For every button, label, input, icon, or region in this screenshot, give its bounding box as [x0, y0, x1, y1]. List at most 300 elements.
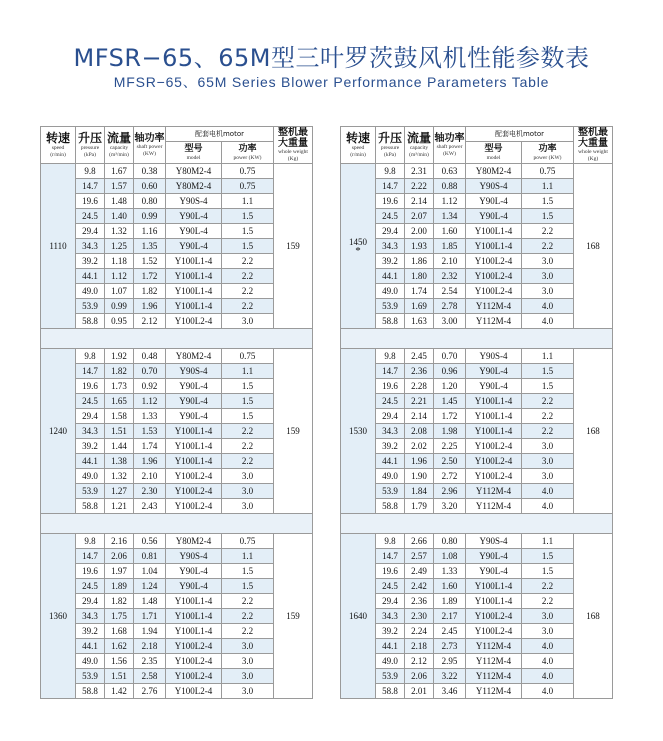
motor-model-cell: Y100L1-4 [466, 394, 522, 409]
table-row [41, 179, 313, 194]
motor-power-cell: 1.5 [222, 224, 274, 239]
motor-power-cell: 3.0 [222, 469, 274, 484]
shaft-power-cell: 3.00 [434, 314, 466, 329]
motor-model-cell: Y112M-4 [466, 484, 522, 499]
motor-power-cell: 3.0 [522, 454, 574, 469]
motor-model-cell: Y100L2-4 [466, 624, 522, 639]
pressure-cell: 58.8 [76, 314, 105, 329]
motor-power-cell: 2.2 [522, 239, 574, 254]
table-row [341, 424, 613, 439]
pressure-cell: 49.0 [76, 654, 105, 669]
shaft-power-cell: 1.96 [134, 299, 166, 314]
table-row [341, 639, 613, 654]
page-subtitle: MFSR−65、65M Series Blower Performance Parameters Table [113, 74, 550, 90]
motor-model-cell: Y100L2-4 [466, 454, 522, 469]
motor-power-cell: 0.75 [222, 179, 274, 194]
shaft-power-cell: 0.88 [434, 179, 466, 194]
table-row [341, 439, 613, 454]
pressure-cell: 44.1 [76, 269, 105, 284]
motor-power-cell: 2.2 [522, 579, 574, 594]
motor-power-cell: 1.5 [522, 564, 574, 579]
motor-power-cell: 4.0 [522, 684, 574, 699]
shaft-power-cell: 2.96 [434, 484, 466, 499]
shaft-power-cell: 2.76 [134, 684, 166, 699]
weight-cell: 159 [274, 534, 313, 699]
shaft-power-cell: 2.10 [434, 254, 466, 269]
motor-power-cell: 1.5 [522, 194, 574, 209]
motor-model-cell: Y90S-4 [466, 349, 522, 364]
weight-header: 整机最 大重量 whole weight (Kg) [274, 127, 313, 164]
motor-model-cell: Y100L1-4 [166, 254, 222, 269]
shaft-power-cell: 0.80 [434, 534, 466, 549]
motor-power-cell: 1.5 [522, 364, 574, 379]
pressure-cell: 34.3 [76, 424, 105, 439]
motor-power-cell: 3.0 [522, 269, 574, 284]
table-row [341, 564, 613, 579]
model-header: 型号 model [466, 142, 522, 164]
capacity-cell: 0.99 [105, 299, 134, 314]
motor-power-cell: 1.5 [222, 379, 274, 394]
motor-power-cell: 4.0 [522, 484, 574, 499]
motor-model-cell: Y100L1-4 [166, 609, 222, 624]
pressure-cell: 49.0 [376, 469, 405, 484]
pressure-cell: 49.0 [376, 654, 405, 669]
pressure-cell: 19.6 [376, 194, 405, 209]
pressure-cell: 39.2 [76, 439, 105, 454]
table-row [41, 624, 313, 639]
motor-model-cell: Y100L2-4 [466, 284, 522, 299]
pressure-cell: 29.4 [76, 224, 105, 239]
shaft-power-cell: 2.78 [434, 299, 466, 314]
capacity-cell: 0.95 [105, 314, 134, 329]
capacity-cell: 2.66 [405, 534, 434, 549]
motor-power-cell: 1.5 [222, 209, 274, 224]
capacity-cell: 1.69 [405, 299, 434, 314]
pressure-cell: 53.9 [76, 669, 105, 684]
motor-power-cell: 2.2 [222, 284, 274, 299]
motor-power-cell: 3.0 [222, 314, 274, 329]
pressure-cell: 29.4 [376, 409, 405, 424]
pressure-cell: 39.2 [76, 624, 105, 639]
motor-power-cell: 3.0 [522, 254, 574, 269]
motor-power-cell: 1.5 [222, 239, 274, 254]
table-row [41, 454, 313, 469]
table-row [341, 409, 613, 424]
table-row [341, 284, 613, 299]
motor-model-cell: Y100L1-4 [466, 594, 522, 609]
shaft-power-cell: 3.20 [434, 499, 466, 514]
shaft-power-cell: 1.12 [134, 394, 166, 409]
motor-power-cell: 3.0 [522, 439, 574, 454]
capacity-cell: 2.28 [405, 379, 434, 394]
table-row [341, 239, 613, 254]
pressure-cell: 58.8 [376, 499, 405, 514]
pressure-cell: 49.0 [376, 284, 405, 299]
motor-power-cell: 1.5 [222, 564, 274, 579]
pressure-cell: 9.8 [76, 349, 105, 364]
shaft-power-cell: 1.60 [434, 579, 466, 594]
motor-power-cell: 2.2 [222, 299, 274, 314]
table-row [41, 254, 313, 269]
pressure-cell: 58.8 [76, 684, 105, 699]
pressure-cell: 58.8 [76, 499, 105, 514]
motor-power-cell: 2.2 [522, 394, 574, 409]
shaft-power-cell: 1.72 [434, 409, 466, 424]
table-row [341, 209, 613, 224]
motor-power-cell: 2.2 [222, 454, 274, 469]
capacity-cell: 2.08 [405, 424, 434, 439]
motor-model-cell: Y100L1-4 [466, 579, 522, 594]
table-row [41, 579, 313, 594]
shaft-power-cell: 0.70 [134, 364, 166, 379]
pressure-cell: 19.6 [376, 564, 405, 579]
pressure-cell: 14.7 [376, 364, 405, 379]
pressure-cell: 14.7 [76, 549, 105, 564]
motor-power-cell: 3.0 [222, 654, 274, 669]
table-row [41, 439, 313, 454]
motor-model-cell: Y90L-4 [466, 564, 522, 579]
shaft-power-cell: 3.46 [434, 684, 466, 699]
shaft-power-cell: 0.60 [134, 179, 166, 194]
speed-cell: 1110 [41, 164, 76, 329]
motor-power-cell: 1.5 [522, 209, 574, 224]
motor-power-cell: 1.5 [222, 409, 274, 424]
capacity-cell: 2.16 [105, 534, 134, 549]
motor-model-cell: Y90L-4 [166, 394, 222, 409]
table-row [341, 379, 613, 394]
motor-model-cell: Y112M-4 [466, 639, 522, 654]
capacity-cell: 2.24 [405, 624, 434, 639]
shaft-power-cell: 1.12 [434, 194, 466, 209]
capacity-cell: 1.32 [105, 469, 134, 484]
motor-model-cell: Y100L2-4 [166, 484, 222, 499]
capacity-cell: 2.02 [405, 439, 434, 454]
motor-model-cell: Y90L-4 [166, 209, 222, 224]
table-row [341, 534, 613, 549]
power-header: 功率 power (KW) [222, 142, 274, 164]
capacity-cell: 1.58 [105, 409, 134, 424]
weight-header: 整机最 大重量 whole weight (Kg) [574, 127, 613, 164]
shaft-power-header: 轴功率 shaft power (KW) [134, 127, 166, 164]
motor-model-cell: Y90L-4 [166, 224, 222, 239]
shaft-power-cell: 1.96 [134, 454, 166, 469]
pressure-cell: 34.3 [76, 239, 105, 254]
table-row [41, 594, 313, 609]
shaft-power-cell: 1.85 [434, 239, 466, 254]
shaft-power-cell: 1.45 [434, 394, 466, 409]
motor-power-cell: 2.2 [522, 594, 574, 609]
shaft-power-cell: 2.32 [434, 269, 466, 284]
pressure-cell: 53.9 [376, 299, 405, 314]
motor-model-cell: Y100L1-4 [466, 409, 522, 424]
capacity-cell: 1.25 [105, 239, 134, 254]
capacity-header: 流量 capacity (m³/min) [105, 127, 134, 164]
motor-model-cell: Y112M-4 [466, 684, 522, 699]
capacity-cell: 1.82 [105, 594, 134, 609]
shaft-power-cell: 1.04 [134, 564, 166, 579]
capacity-cell: 1.92 [105, 349, 134, 364]
motor-model-cell: Y100L1-4 [166, 299, 222, 314]
capacity-cell: 1.18 [105, 254, 134, 269]
speed-header: 转速 speed (r/min) [341, 127, 376, 164]
shaft-power-cell: 2.58 [134, 669, 166, 684]
shaft-power-cell: 0.80 [134, 194, 166, 209]
capacity-cell: 1.51 [105, 424, 134, 439]
motor-model-cell: Y100L1-4 [166, 424, 222, 439]
motor-model-cell: Y100L2-4 [466, 269, 522, 284]
shaft-power-cell: 1.35 [134, 239, 166, 254]
speed-cell: 1450 * [341, 164, 376, 329]
capacity-cell: 1.63 [405, 314, 434, 329]
pressure-cell: 44.1 [76, 454, 105, 469]
table-row [341, 684, 613, 699]
pressure-cell: 14.7 [376, 549, 405, 564]
motor-header: 配套电机motor [466, 127, 574, 142]
shaft-power-cell: 1.72 [134, 269, 166, 284]
pressure-cell: 49.0 [76, 284, 105, 299]
capacity-cell: 1.79 [405, 499, 434, 514]
table-row [341, 454, 613, 469]
motor-power-cell: 2.2 [222, 439, 274, 454]
table-row [41, 684, 313, 699]
shaft-power-cell: 0.70 [434, 349, 466, 364]
power-header: 功率 power (KW) [522, 142, 574, 164]
pressure-cell: 58.8 [376, 684, 405, 699]
motor-model-cell: Y112M-4 [466, 499, 522, 514]
table-row [41, 364, 313, 379]
table-row [41, 639, 313, 654]
shaft-power-cell: 1.16 [134, 224, 166, 239]
pressure-cell: 44.1 [76, 639, 105, 654]
pressure-cell: 24.5 [76, 209, 105, 224]
motor-model-cell: Y80M2-4 [166, 179, 222, 194]
shaft-power-cell: 1.24 [134, 579, 166, 594]
table-row [41, 164, 313, 179]
table-row [41, 669, 313, 684]
table-row [341, 549, 613, 564]
capacity-cell: 1.82 [105, 364, 134, 379]
table-row [41, 534, 313, 549]
motor-power-cell: 2.2 [522, 409, 574, 424]
speed-cell: 1530 [341, 349, 376, 514]
table-row [41, 299, 313, 314]
motor-model-cell: Y90L-4 [166, 579, 222, 594]
shaft-power-cell: 0.48 [134, 349, 166, 364]
shaft-power-cell: 2.35 [134, 654, 166, 669]
table-row [341, 364, 613, 379]
shaft-power-cell: 0.81 [134, 549, 166, 564]
shaft-power-cell: 0.63 [434, 164, 466, 179]
shaft-power-cell: 1.20 [434, 379, 466, 394]
motor-power-cell: 2.2 [522, 424, 574, 439]
capacity-cell: 2.42 [405, 579, 434, 594]
capacity-cell: 2.57 [405, 549, 434, 564]
capacity-cell: 1.84 [405, 484, 434, 499]
capacity-cell: 2.36 [405, 364, 434, 379]
table-row [41, 424, 313, 439]
motor-power-cell: 3.0 [222, 499, 274, 514]
capacity-cell: 1.86 [405, 254, 434, 269]
table-row [41, 549, 313, 564]
pressure-cell: 19.6 [376, 379, 405, 394]
motor-power-cell: 3.0 [222, 639, 274, 654]
pressure-cell: 29.4 [76, 594, 105, 609]
motor-power-cell: 1.5 [222, 394, 274, 409]
pressure-cell: 24.5 [76, 579, 105, 594]
motor-power-cell: 1.1 [222, 364, 274, 379]
motor-model-cell: Y100L2-4 [466, 254, 522, 269]
motor-power-cell: 3.0 [522, 469, 574, 484]
pressure-cell: 29.4 [76, 409, 105, 424]
motor-model-cell: Y90L-4 [166, 564, 222, 579]
capacity-cell: 2.14 [405, 194, 434, 209]
table-row [341, 179, 613, 194]
motor-model-cell: Y100L1-4 [166, 269, 222, 284]
capacity-cell: 1.80 [405, 269, 434, 284]
shaft-power-cell: 2.50 [434, 454, 466, 469]
pressure-cell: 29.4 [376, 224, 405, 239]
capacity-cell: 2.31 [405, 164, 434, 179]
model-header: 型号 model [166, 142, 222, 164]
pressure-cell: 34.3 [376, 424, 405, 439]
motor-model-cell: Y90S-4 [466, 534, 522, 549]
table-row [341, 269, 613, 284]
table-row [41, 314, 313, 329]
table-row [41, 654, 313, 669]
capacity-cell: 1.90 [405, 469, 434, 484]
pressure-cell: 9.8 [76, 534, 105, 549]
motor-model-cell: Y100L2-4 [466, 439, 522, 454]
shaft-power-cell: 1.74 [134, 439, 166, 454]
capacity-cell: 2.36 [405, 594, 434, 609]
capacity-cell: 2.06 [405, 669, 434, 684]
pressure-cell: 9.8 [376, 164, 405, 179]
group-separator [341, 514, 613, 534]
table-row [41, 194, 313, 209]
pressure-cell: 24.5 [376, 579, 405, 594]
table-row [41, 379, 313, 394]
motor-header: 配套电机motor [166, 127, 274, 142]
shaft-power-header: 轴功率 shaft power (KW) [434, 127, 466, 164]
table-row [41, 394, 313, 409]
motor-model-cell: Y100L2-4 [166, 314, 222, 329]
motor-power-cell: 3.0 [522, 624, 574, 639]
capacity-cell: 1.07 [105, 284, 134, 299]
shaft-power-cell: 1.33 [434, 564, 466, 579]
pressure-cell: 53.9 [376, 669, 405, 684]
speed-cell: 1240 [41, 349, 76, 514]
table-row [41, 609, 313, 624]
pressure-cell: 34.3 [376, 609, 405, 624]
motor-model-cell: Y90L-4 [166, 409, 222, 424]
table-row [41, 469, 313, 484]
capacity-cell: 2.12 [405, 654, 434, 669]
motor-model-cell: Y90S-4 [166, 364, 222, 379]
shaft-power-cell: 2.45 [434, 624, 466, 639]
pressure-cell: 39.2 [376, 624, 405, 639]
group-separator [341, 329, 613, 349]
shaft-power-cell: 1.98 [434, 424, 466, 439]
pressure-cell: 9.8 [376, 534, 405, 549]
capacity-cell: 1.68 [105, 624, 134, 639]
motor-model-cell: Y90S-4 [166, 549, 222, 564]
motor-power-cell: 0.75 [222, 164, 274, 179]
motor-power-cell: 2.2 [222, 424, 274, 439]
capacity-cell: 1.75 [105, 609, 134, 624]
motor-power-cell: 1.5 [522, 549, 574, 564]
table-row [341, 469, 613, 484]
pressure-cell: 24.5 [376, 209, 405, 224]
motor-power-cell: 4.0 [522, 654, 574, 669]
shaft-power-cell: 0.38 [134, 164, 166, 179]
motor-power-cell: 2.2 [522, 224, 574, 239]
capacity-cell: 1.44 [105, 439, 134, 454]
capacity-cell: 1.48 [105, 194, 134, 209]
pressure-cell: 14.7 [76, 364, 105, 379]
motor-model-cell: Y90L-4 [466, 379, 522, 394]
capacity-cell: 2.21 [405, 394, 434, 409]
motor-power-cell: 1.5 [222, 579, 274, 594]
motor-model-cell: Y90L-4 [166, 239, 222, 254]
table-row [41, 284, 313, 299]
shaft-power-cell: 1.33 [134, 409, 166, 424]
table-row [341, 194, 613, 209]
shaft-power-cell: 1.94 [134, 624, 166, 639]
pressure-cell: 39.2 [376, 254, 405, 269]
motor-power-cell: 4.0 [522, 299, 574, 314]
motor-power-cell: 3.0 [522, 609, 574, 624]
motor-model-cell: Y100L2-4 [166, 639, 222, 654]
capacity-cell: 1.12 [105, 269, 134, 284]
shaft-power-cell: 2.12 [134, 314, 166, 329]
motor-power-cell: 4.0 [522, 314, 574, 329]
motor-power-cell: 1.1 [222, 549, 274, 564]
capacity-cell: 1.93 [405, 239, 434, 254]
pressure-header: 升压 pressure (kPa) [376, 127, 405, 164]
shaft-power-cell: 2.25 [434, 439, 466, 454]
motor-model-cell: Y100L1-4 [166, 439, 222, 454]
capacity-cell: 1.89 [105, 579, 134, 594]
speed-cell: 1360 [41, 534, 76, 699]
motor-model-cell: Y80M2-4 [166, 164, 222, 179]
shaft-power-cell: 2.30 [134, 484, 166, 499]
motor-model-cell: Y100L1-4 [466, 239, 522, 254]
table-row [341, 594, 613, 609]
pressure-cell: 53.9 [76, 299, 105, 314]
shaft-power-cell: 1.53 [134, 424, 166, 439]
capacity-cell: 1.62 [105, 639, 134, 654]
table-row [41, 409, 313, 424]
weight-cell: 159 [274, 349, 313, 514]
motor-power-cell: 0.75 [522, 164, 574, 179]
table-row [341, 394, 613, 409]
motor-power-cell: 1.1 [522, 534, 574, 549]
shaft-power-cell: 2.17 [434, 609, 466, 624]
shaft-power-cell: 2.72 [434, 469, 466, 484]
motor-power-cell: 0.75 [222, 349, 274, 364]
motor-model-cell: Y100L1-4 [466, 424, 522, 439]
motor-model-cell: Y80M2-4 [166, 534, 222, 549]
motor-power-cell: 1.5 [522, 379, 574, 394]
motor-power-cell: 3.0 [222, 684, 274, 699]
motor-power-cell: 3.0 [222, 484, 274, 499]
group-separator [41, 329, 313, 349]
table-row [341, 579, 613, 594]
table-row [341, 254, 613, 269]
capacity-cell: 2.22 [405, 179, 434, 194]
table-row [341, 654, 613, 669]
table-row [341, 609, 613, 624]
